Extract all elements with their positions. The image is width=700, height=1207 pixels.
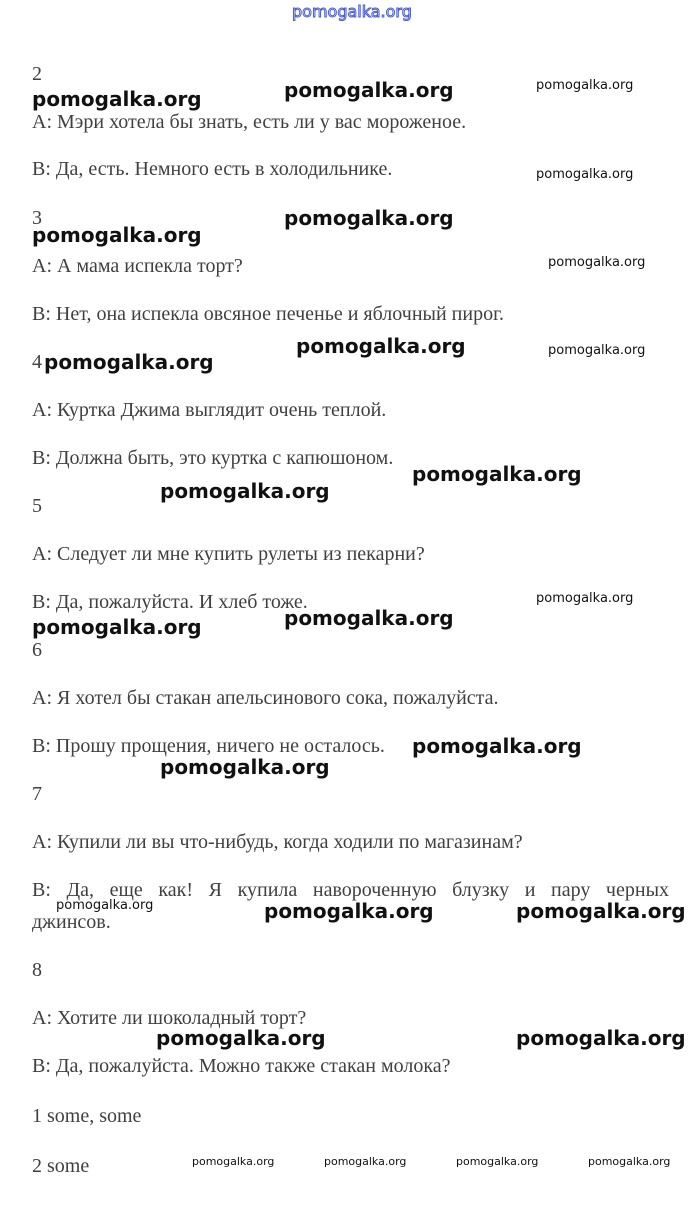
watermark: pomogalka.org xyxy=(412,462,582,486)
dialog-line-5a: A: Следует ли мне купить рулеты из пекарни? xyxy=(32,543,425,565)
watermark: pomogalka.org xyxy=(264,899,434,923)
item-number-6: 6 xyxy=(32,639,42,661)
answer-2: 2 some xyxy=(32,1155,90,1177)
dialog-line-3b: B: Нет, она испекла овсяное печенье и яблочный пирог. xyxy=(32,303,505,325)
dialog-line-2b: B: Да, есть. Немного есть в холодильнике. xyxy=(32,158,393,180)
dialog-line-3a: A: А мама испекла торт? xyxy=(32,255,243,277)
top-watermark: pomogalka.org xyxy=(292,2,412,21)
watermark: pomogalka.org xyxy=(32,87,202,111)
watermark: pomogalka.org xyxy=(548,343,646,358)
dialog-line-7b-cont: джинсов. xyxy=(32,911,111,933)
item-number-4: 4 xyxy=(32,351,42,373)
dialog-line-7a: A: Купили ли вы что-нибудь, когда ходили по магазинам? xyxy=(32,831,523,853)
watermark: pomogalka.org xyxy=(548,255,646,270)
watermark: pomogalka.org xyxy=(516,899,686,923)
watermark: pomogalka.org xyxy=(412,734,582,758)
watermark: pomogalka.org xyxy=(156,1026,326,1050)
watermark: pomogalka.org xyxy=(284,206,454,230)
item-number-2: 2 xyxy=(32,63,42,85)
watermark: pomogalka.org xyxy=(56,898,154,913)
watermark: pomogalka.org xyxy=(296,334,466,358)
watermark: pomogalka.org xyxy=(284,78,454,102)
item-number-5: 5 xyxy=(32,495,42,517)
watermark: pomogalka.org xyxy=(536,167,634,182)
watermark: pomogalka.org xyxy=(456,1155,539,1168)
dialog-line-6a: A: Я хотел бы стакан апельсинового сока, пожалуйста. xyxy=(32,687,499,709)
watermark: pomogalka.org xyxy=(44,350,214,374)
watermark: pomogalka.org xyxy=(32,223,202,247)
dialog-line-6b: B: Прошу прощения, ничего не осталось. xyxy=(32,735,385,757)
item-number-8: 8 xyxy=(32,959,42,981)
item-number-7: 7 xyxy=(32,783,42,805)
dialog-line-4a: A: Куртка Джима выглядит очень теплой. xyxy=(32,399,387,421)
watermark: pomogalka.org xyxy=(588,1155,671,1168)
watermark: pomogalka.org xyxy=(284,606,454,630)
watermark: pomogalka.org xyxy=(516,1026,686,1050)
watermark: pomogalka.org xyxy=(536,591,634,606)
watermark: pomogalka.org xyxy=(32,615,202,639)
dialog-line-8b: B: Да, пожалуйста. Можно также стакан молока? xyxy=(32,1055,451,1077)
watermark: pomogalka.org xyxy=(324,1155,407,1168)
dialog-line-2a: A: Мэри хотела бы знать, есть ли у вас мороженое. xyxy=(32,111,467,133)
dialog-line-5b: B: Да, пожалуйста. И хлеб тоже. xyxy=(32,591,308,613)
answer-1: 1 some, some xyxy=(32,1105,142,1127)
item-number-3: 3 xyxy=(32,207,42,229)
dialog-line-4b: B: Должна быть, это куртка с капюшоном. xyxy=(32,447,394,469)
dialog-line-7b: B: Да, еще как! Я купила навороченную блузку и пару черных xyxy=(32,879,669,901)
watermark: pomogalka.org xyxy=(160,479,330,503)
dialog-line-8a: A: Хотите ли шоколадный торт? xyxy=(32,1007,307,1029)
watermark: pomogalka.org xyxy=(536,78,634,93)
watermark: pomogalka.org xyxy=(192,1155,275,1168)
watermark: pomogalka.org xyxy=(160,755,330,779)
